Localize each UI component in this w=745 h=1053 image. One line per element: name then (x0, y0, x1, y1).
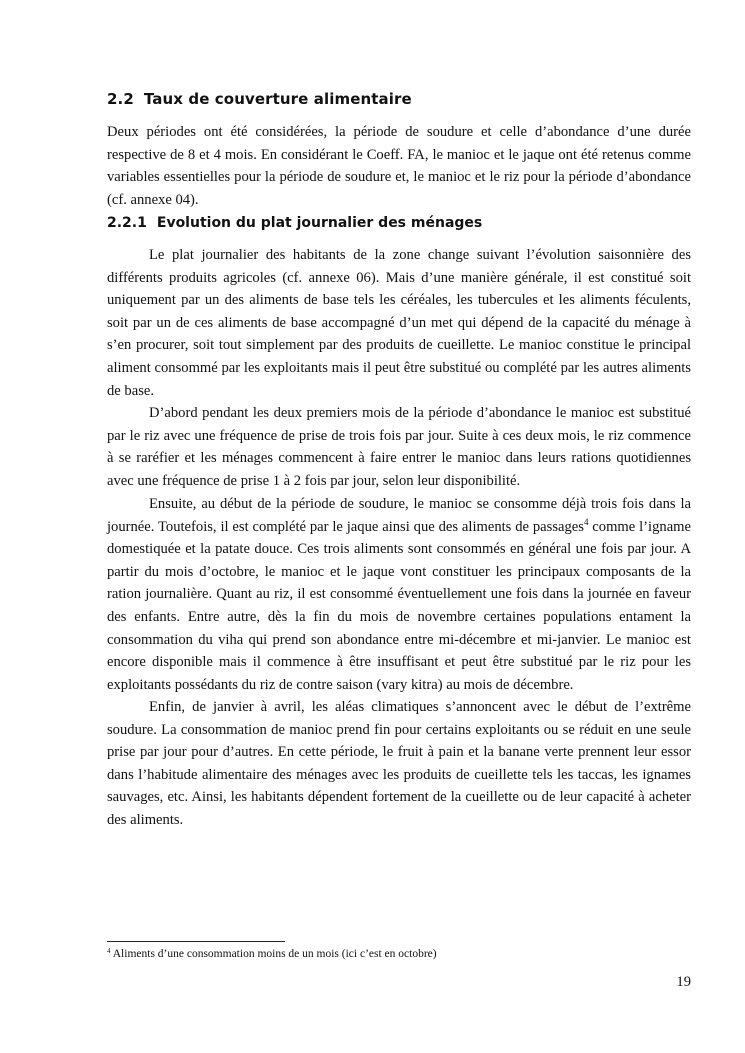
paragraph-plat-journalier: Le plat journalier des habitants de la zone change suivant l’évolution saisonnière des différents produits agricoles (cf. annexe 06). Mais d’une manière générale, il est constitué soit uniquement par un des aliments de base tels les céréales, les tubercules et les aliments féculents, soit par un de ces aliments de base accompagné d’un met qui dépend de la capacité du ménage à s’en procurer, soit tout simplement par des produits de cueillette. Le manioc constitue le principal aliment consommé par les exploitants mais il peut être substitué ou complété par les autres aliments de base. (107, 247, 691, 399)
section-intro-paragraph: Deux périodes ont été considérées, la période de soudure et celle d’abondance d’une durée respective de 8 et 4 mois. En considérant le Coeff. FA, le manioc et le jaque ont été retenus comme variables essentielles pour la période de soudure et, le manioc et le riz pour la période d’abondance (cf. annexe 04). (107, 124, 691, 208)
paragraph-soudure-text-b: comme l’igname domestiquée et la patate douce. Ces trois aliments sont consommés en général une fois par jour. A partir du mois d’octobre, le manioc et le jaque vont constituer les principaux composants de la ration journalière. Quant au riz, il est consommé éventuellement une fois dans la journée en faveur des enfants. Entre autre, dès la fin du mois de novembre certaines populations entament la consommation du viha qui prend son abondance entre mi-décembre et mi-janvier. Le manioc est encore disponible mais il commence à être insuffisant et peut être substitué par le riz pour les exploitants possédants du riz de contre saison (vary kitra) au mois de décembre. (107, 518, 691, 693)
footnote-divider (107, 941, 285, 942)
footnote-number: 4 (107, 947, 111, 955)
footnote-reference[interactable]: 4 (583, 516, 589, 527)
page-number: 19 (676, 974, 691, 990)
paragraph-soudure-text-a: Ensuite, au début de la période de soudure, le manioc se consomme déjà trois fois dans la journée. Toutefois, il est complété par le jaque ainsi que des aliments de passages (107, 496, 691, 535)
paragraph-soudure (107, 493, 691, 696)
footnote (107, 948, 437, 960)
subsection-title: Evolution du plat journalier des ménages (156, 215, 483, 231)
document-page (107, 0, 691, 1053)
paragraph-extreme-soudure: Enfin, de janvier à avril, les aléas climatiques s’annoncent avec le début de l’extrême soudure. La consommation de manioc prend fin pour certains exploitants ou se réduit en une seule prise par jour pour d’autres. En cette période, le fruit à pain et la banane verte prennent leur essor dans l’habitude alimentaire des ménages avec les produits de cueillette tels les taccas, les ignames sauvages, etc. Ainsi, les habitants dépendent fortement de la cueillette ou de leur capacité à acheter des aliments. (107, 699, 691, 828)
paragraph-abondance: D’abord pendant les deux premiers mois de la période d’abondance le manioc est substitué par le riz avec une fréquence de prise de trois fois par jour. Suite à ces deux mois, le riz commence à se raréfier et les ménages commencent à faire entrer le manioc dans leurs rations quotidiennes avec une fréquence de prise 1 à 2 fois par jour, selon leur disponibilité. (107, 405, 691, 489)
section-title: Taux de couverture alimentaire (143, 90, 412, 108)
subsection-number: 2.2.1 (107, 215, 147, 231)
footnote-text: Aliments d’une consommation moins de un mois (ici c’est en octobre) (112, 948, 437, 960)
section-number: 2.2 (107, 90, 134, 108)
section-heading (107, 90, 412, 108)
subsection-heading (107, 215, 482, 231)
